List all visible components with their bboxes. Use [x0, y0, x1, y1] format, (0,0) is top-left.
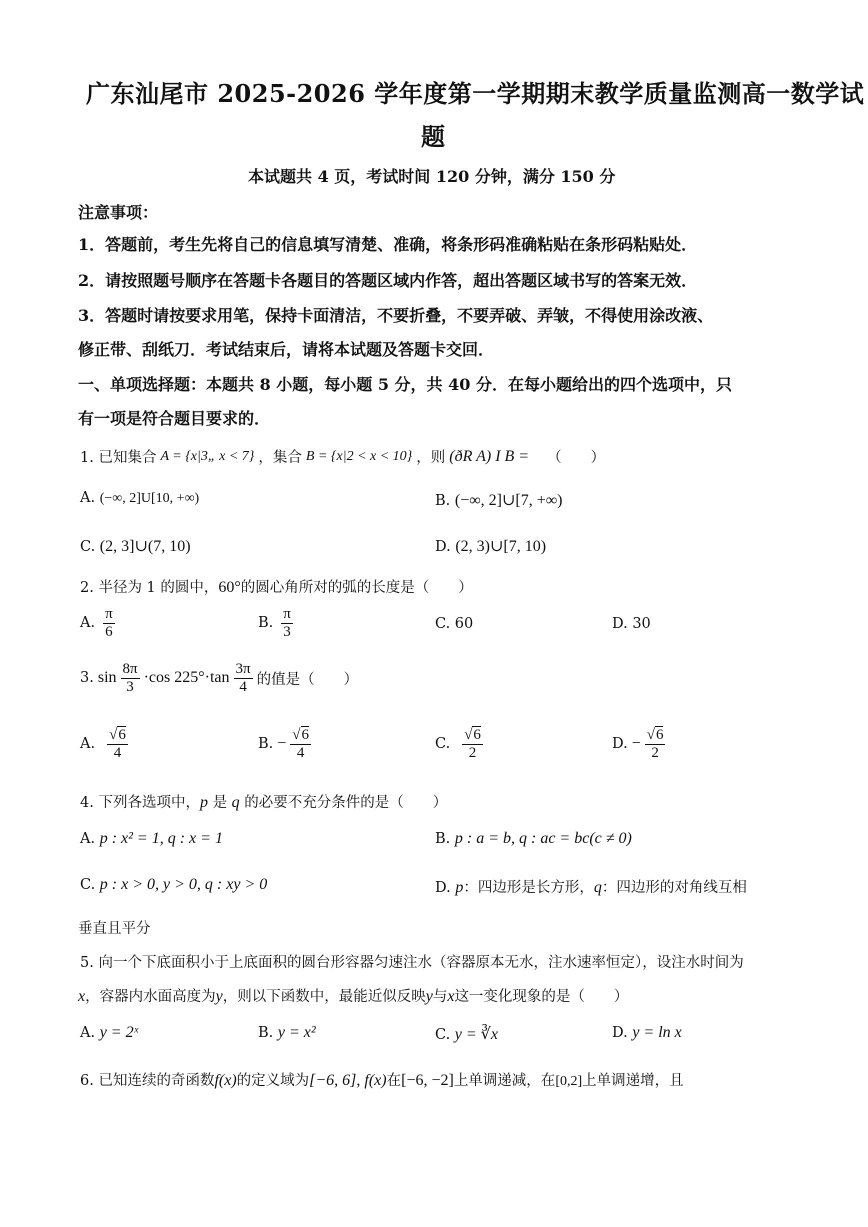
- q1-paren: （ ）: [547, 450, 606, 466]
- q3-option-b: B. − $\frac{√6}{4}$: [258, 727, 310, 761]
- q1-mid: ，集合: [258, 450, 302, 466]
- question-2: 2. 半径为 1 的圆中，60°的圆心角所对的弧的长度是（ ）: [80, 579, 473, 596]
- q3-option-c: C. $\frac{√6}{2}$: [435, 727, 481, 761]
- q2-option-a: A. $\frac{\pi}{6}$: [80, 606, 113, 640]
- q1-option-d: D. (2, 3)∪[7, 10): [435, 538, 547, 555]
- q4-option-c: C. p : x > 0, y > 0, q : xy > 0: [80, 876, 268, 893]
- question-6: 6. 已知连续的奇函数f(x)的定义域为[−6, 6], f(x)在[−6, −2]上单调递减，在[0,2]上单调递增，且: [80, 1072, 684, 1089]
- q3-option-a: A. $\frac{√6}{4}$: [80, 727, 126, 761]
- notes-heading: 注意事项：: [78, 203, 159, 222]
- note-3-cont: 修正带、刮纸刀．考试结束后，请将本试题及答题卡交回．: [78, 340, 495, 359]
- q1-option-c: C. (2, 3]∪(7, 10): [80, 538, 191, 555]
- question-1: [80, 446, 605, 467]
- q1-option-a: A. (−∞, 2]U[10, +∞): [80, 490, 200, 506]
- q1-prefix: 1. 已知集合: [80, 450, 157, 466]
- q4-option-a: A. p : x² = 1, q : x = 1: [80, 830, 223, 847]
- exam-info: 本试题共 4 页，考试时间 120 分钟，满分 150 分: [248, 167, 616, 186]
- q1-set-b: B = {x|2 < x < 10}: [305, 448, 413, 464]
- section-heading: 一、单项选择题：本题共 8 小题，每小题 5 分，共 40 分．在每小题给出的四个选项中，只: [78, 375, 732, 394]
- section-heading-cont: 有一项是符合题目要求的．: [78, 409, 271, 428]
- page-title-line2: 题: [421, 122, 446, 151]
- note-2: 2．请按照题号顺序在答题卡各题目的答题区域内作答，超出答题区域书写的答案无效．: [78, 271, 698, 290]
- question-5-cont: x，容器内水面高度为y，则以下函数中，最能近似反映y与x这一变化现象的是（ ）: [78, 988, 629, 1005]
- q4-option-d: D. p：四边形是长方形，q：四边形的对角线互相: [435, 879, 747, 896]
- q1-option-b: B. (−∞, 2]∪[7, +∞): [435, 492, 563, 509]
- q4-option-b: B. p : a = b, q : ac = bc(c ≠ 0): [435, 830, 632, 847]
- note-3: 3．答题时请按要求用笔，保持卡面清洁，不要折叠，不要弄破、弄皱，不得使用涂改液、: [78, 306, 714, 325]
- q3-option-d: D. − $\frac{√6}{2}$: [612, 727, 664, 761]
- q1-expr: (ðR A) I B =: [449, 447, 530, 465]
- q2-option-c: C. 60: [435, 616, 474, 632]
- q1-then: ，则: [416, 450, 446, 466]
- q1-set-a: A = {x|3„ x < 7}: [160, 448, 255, 464]
- question-5: 5. 向一个下底面积小于上底面积的圆台形容器匀速注水（容器原本无水，注水速率恒定），设注水时间为: [80, 955, 744, 971]
- q5-option-b: B. y = x²: [258, 1024, 316, 1041]
- q4-option-d-cont: 垂直且平分: [78, 921, 151, 937]
- question-4: 4. 下列各选项中，p 是 q 的必要不充分条件的是（ ）: [80, 794, 448, 811]
- q2-option-d: D. 30: [612, 616, 651, 632]
- note-1: 1．答题前，考生先将自己的信息填写清楚、准确，将条形码准确粘贴在条形码粘贴处．: [78, 235, 698, 254]
- q2-option-b: B. $\frac{\pi}{3}$: [258, 606, 291, 640]
- q5-option-a: A. y = 2ˣ: [80, 1024, 139, 1041]
- page-title-line1: 广东汕尾市 2025-2026 学年度第一学期期末教学质量监测高一数学试: [86, 79, 865, 108]
- q5-option-d: D. y = ln x: [612, 1024, 682, 1041]
- q5-option-c: C. y = ∛x: [435, 1026, 498, 1043]
- question-3: 3. sin $\frac{8\pi}{3}$ ·cos 225°·tan $\frac{3\pi}{4}$ 的值是（ ）: [80, 661, 359, 695]
